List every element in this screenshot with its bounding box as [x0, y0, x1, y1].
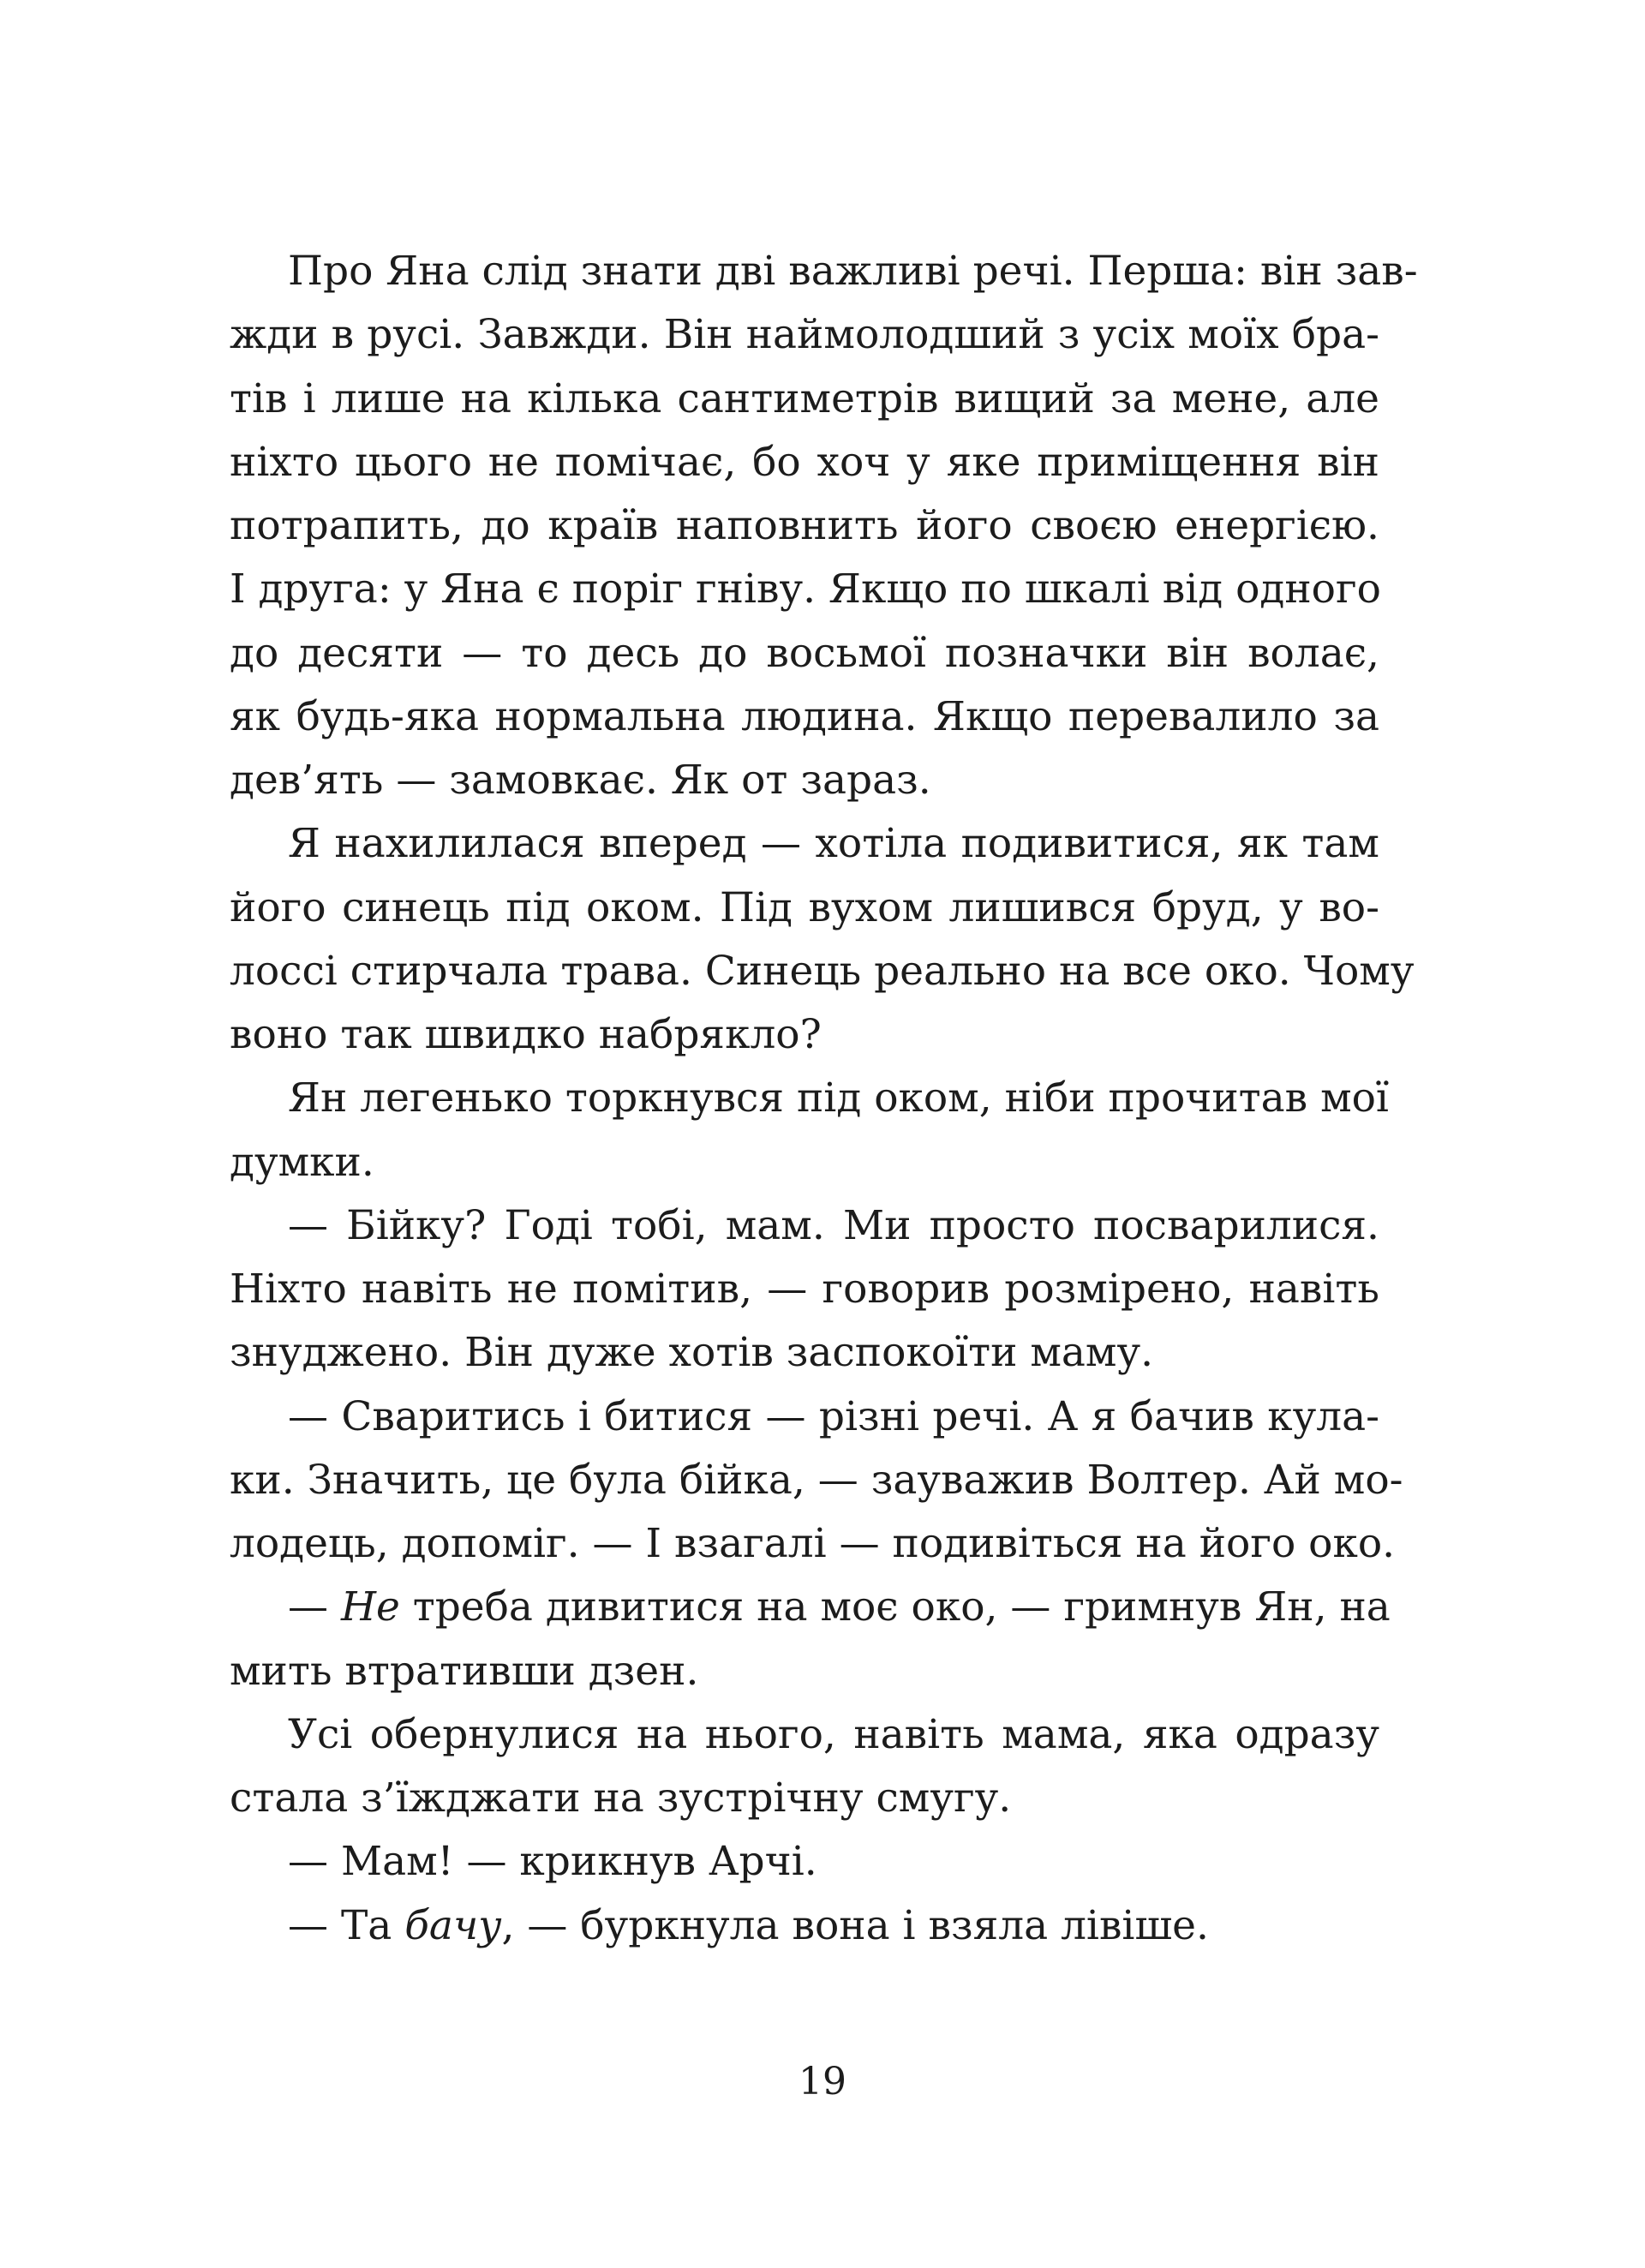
- text-line: як будь-яка нормальна людина. Якщо перевалило за: [230, 692, 1379, 740]
- text-segment: — Та: [288, 1901, 405, 1949]
- text-line: ки. Значить, це була бійка, — зауважив Волтер. Ай мо-: [230, 1456, 1403, 1504]
- text-line: І друга: у Яна є поріг гніву. Якщо по шкалі від одного: [230, 566, 1381, 613]
- text-segment: , — буркнула вона і взяла лівіше.: [501, 1901, 1209, 1949]
- text-segment: —: [288, 1583, 341, 1631]
- text-line: лодець, допоміг. — І взагалі — подивіться на його око.: [230, 1520, 1396, 1567]
- text-line: його синець під оком. Під вухом лишився бруд, у во-: [230, 883, 1379, 931]
- italic-text: Не: [340, 1583, 400, 1631]
- text-line: Усі обернулися на нього, навіть мама, яка одразу: [288, 1710, 1379, 1758]
- text-line: мить втративши дзен.: [230, 1647, 699, 1695]
- text-line: — Сваритись і битися — різні речі. А я бачив кула-: [288, 1392, 1379, 1440]
- text-line: ніхто цього не помічає, бо хоч у яке приміщення він: [230, 438, 1379, 486]
- text-line: Ян легенько торкнувся під оком, ніби прочитав мої: [288, 1074, 1389, 1122]
- text-line: воно так швидко набрякло?: [230, 1011, 822, 1058]
- text-line: — Бійку? Годі тобі, мам. Ми просто посварилися.: [288, 1201, 1379, 1249]
- text-line: до десяти — то десь до восьмої позначки він волає,: [230, 629, 1379, 677]
- body-text: [230, 240, 1418, 1958]
- italic-text: бачу: [404, 1901, 502, 1949]
- text-line: Про Яна слід знати дві важливі речі. Перша: він зав-: [288, 248, 1418, 295]
- text-line: думки.: [230, 1138, 374, 1186]
- page-number: 19: [799, 2060, 846, 2103]
- text-line: дев’ять — замовкає. Як от зараз.: [230, 757, 931, 804]
- text-line: потрапить, до країв наповнить його своєю енергією.: [230, 502, 1379, 549]
- text-line: Ніхто навіть не помітив, — говорив розмірено, навіть: [230, 1266, 1379, 1313]
- text-line: стала з’їжджати на зустрічну смугу.: [230, 1774, 1012, 1822]
- text-line: лоссі стирчала трава. Синець реально на все око. Чому: [230, 947, 1415, 995]
- text-line: жди в русі. Завжди. Він наймолодший з усіх моїх бра-: [230, 311, 1379, 359]
- text-line: [230, 1576, 1391, 1639]
- text-line: знуджено. Він дуже хотів заспокоїти маму.: [230, 1329, 1154, 1377]
- text-line: [230, 1894, 1379, 1958]
- text-segment: треба дивитися на моє око, — гримнув Ян, на: [399, 1583, 1391, 1631]
- text-line: Я нахилилася вперед — хотіла подивитися, як там: [288, 820, 1379, 868]
- text-line: — Мам! — крикнув Арчі.: [288, 1838, 817, 1886]
- text-line: тів і лише на кілька сантиметрів вищий за мене, але: [230, 374, 1379, 422]
